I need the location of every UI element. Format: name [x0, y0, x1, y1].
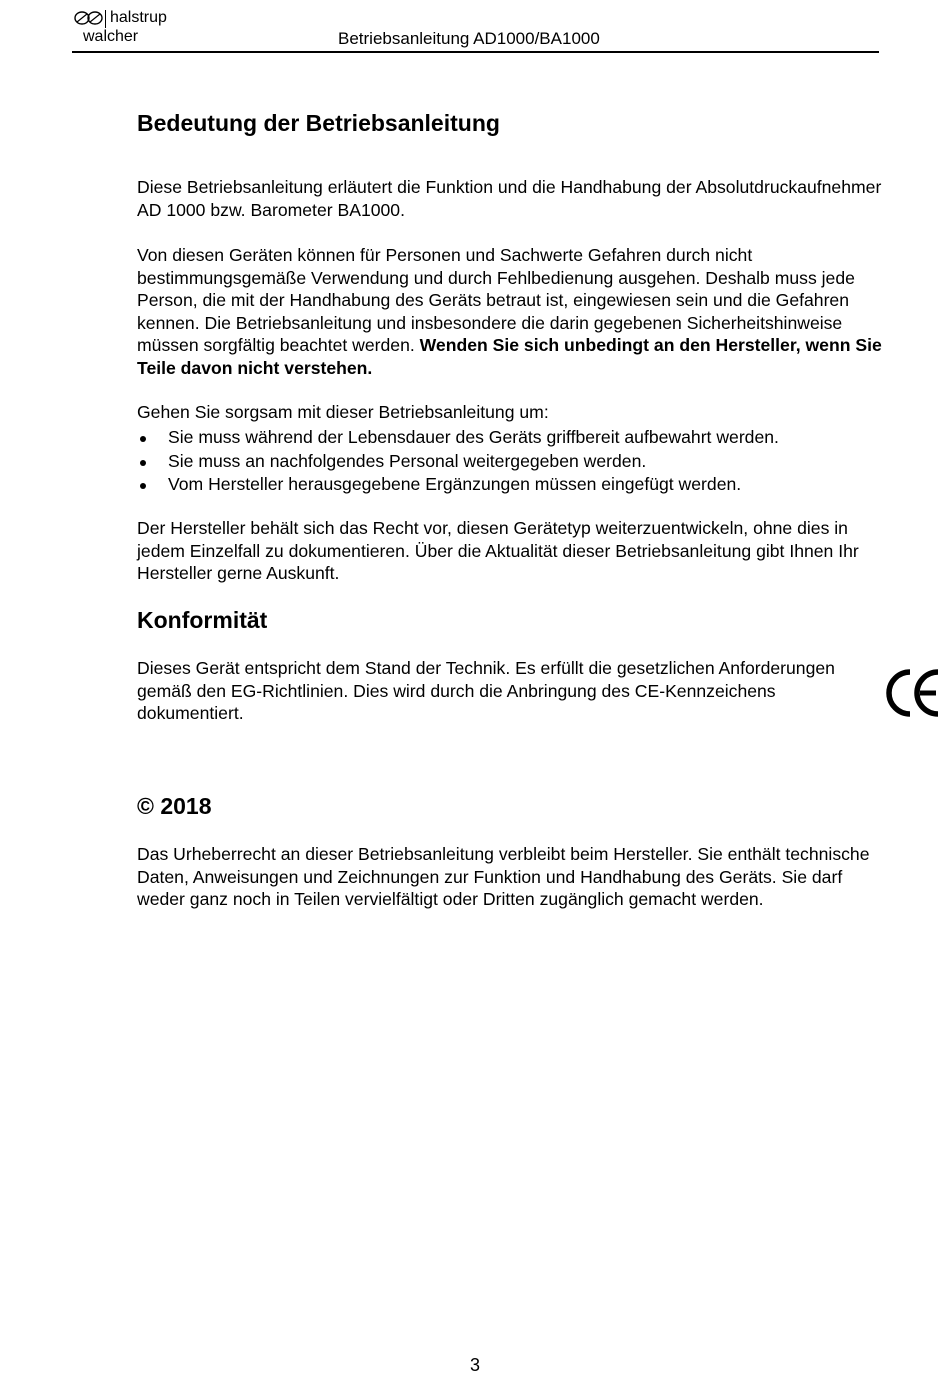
list-item-text: Sie muss an nachfolgendes Personal weitergegeben werden. [168, 450, 647, 471]
page-number: 3 [469, 1355, 480, 1375]
list-item-text: Sie muss während der Lebensdauer des Geräts griffbereit aufbewahrt werden. [168, 427, 779, 447]
paragraph-gefahren-text: Von diesen Geräten können für Personen und Sachwerte Gefahren durch nicht bestimmungsgemäße Verwendung und durch Fehlbedienung ausgehen. Deshalb muss jede Person, die mit der Handhabung des Geräts betraut ist, eingewiesen sein und die Gefahren kennen. Die Betriebsanleitung und insbesondere die darin gegebenen Sicherheitshinweise müssen sorgfältig beachtet werden. [137, 245, 855, 356]
bullet-icon [140, 483, 146, 489]
paragraph-konformitaet: Dieses Gerät entspricht dem Stand der Technik. Es erfüllt die gesetzlichen Anforderungen gemäß den EG-Richtlinien. Dies wird durch die Anbringung des CE-Kennzeichens dokumentiert. [137, 658, 835, 724]
heading-copyright: © 2018 [137, 793, 212, 819]
logo-text-walcher: walcher [83, 28, 139, 45]
bullet-list [137, 426, 882, 497]
paragraph-hersteller: Der Hersteller behält sich das Recht vor, diesen Gerätetyp weiterzuentwickeln, ohne dies in jedem Einzelfall zu dokumentieren. Über die Aktualität dieser Betriebsanleitung gibt Ihnen Ihr Hersteller gerne Auskunft. [137, 518, 859, 584]
logo-divider [105, 10, 106, 28]
paragraph-gefahren-bold: Wenden Sie sich unbedingt an den Hersteller, wenn Sie Teile davon nicht verstehen. [137, 335, 882, 378]
heading-bedeutung: Bedeutung der Betriebsanleitung [137, 110, 500, 136]
list-item [137, 450, 882, 474]
paragraph-intro: Diese Betriebsanleitung erläutert die Funktion und die Handhabung der Absolutdruckaufnehmer AD 1000 bzw. Barometer BA1000. [137, 177, 882, 220]
list-item-text: Vom Hersteller herausgegebene Ergänzungen müssen eingefügt werden. [168, 474, 742, 495]
list-item [137, 473, 882, 497]
logo-symbol-icon [74, 10, 104, 26]
logo-text-halstrup: halstrup [110, 9, 167, 26]
heading-konformitaet: Konformität [137, 607, 268, 633]
bullet-icon [140, 460, 146, 466]
list-item [137, 426, 882, 450]
paragraph-urheberrecht: Das Urheberrecht an dieser Betriebsanleitung verbleibt beim Hersteller. Sie enthält technische Daten, Anweisungen und Zeichnungen zur Funktion und Handhabung des Geräts. Sie darf weder ganz noch in Teilen vervielfältigt oder Dritten zugänglich gemacht werden. [137, 844, 870, 910]
header-divider [72, 51, 879, 53]
paragraph-gefahren [137, 244, 882, 380]
ce-mark-icon [886, 667, 940, 724]
bullet-icon [140, 436, 146, 442]
paragraph-umgang: Gehen Sie sorgsam mit dieser Betriebsanleitung um: [137, 402, 549, 422]
company-logo [72, 7, 187, 49]
document-title: Betriebsanleitung AD1000/BA1000 [338, 29, 600, 48]
